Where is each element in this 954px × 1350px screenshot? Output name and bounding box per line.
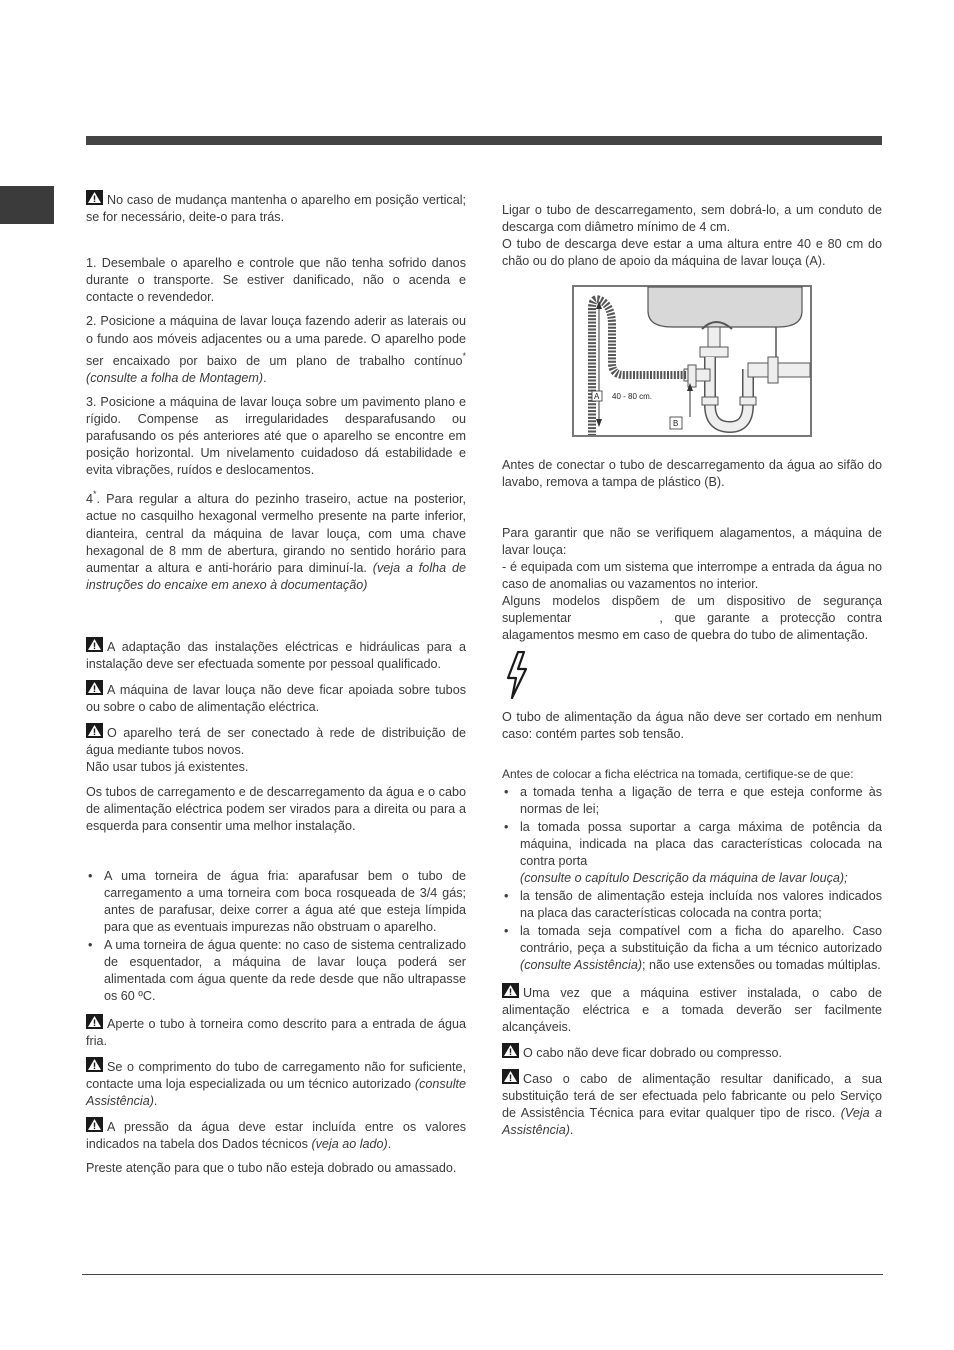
warning-icon xyxy=(502,1043,519,1058)
flood-device-text: , que garante a protecção contra alagamentos mesmo em caso de quebra do tubo de alimentação. xyxy=(502,611,882,643)
drain-hose-figure xyxy=(572,285,812,437)
punctuation: . xyxy=(387,1137,392,1152)
warning-cable-damaged xyxy=(502,1069,882,1139)
footer-rule xyxy=(82,1274,883,1275)
list-item xyxy=(502,923,882,974)
step-2 xyxy=(86,313,466,386)
warning-text: Não usar tubos já existentes. xyxy=(86,760,249,775)
side-tab-marker xyxy=(0,186,54,224)
list-item-text: la tomada possa suportar a carga máxima de potência da máquina, indicada na placa das características colocada na contra porta xyxy=(520,819,882,868)
warning-cable-bent xyxy=(502,1043,882,1062)
warning-icon xyxy=(502,983,519,998)
warning-text: O aparelho terá de ser conectado à rede de distribuição de água mediante tubos novos. xyxy=(86,726,466,758)
asterisk: * xyxy=(462,350,466,361)
header-rule xyxy=(86,136,882,145)
list-item-reference: (consulte o capítulo Descrição da máquina de lavar louça); xyxy=(520,870,848,885)
warning-reference: (veja ao lado) xyxy=(311,1137,388,1152)
warning-text: A pressão da água deve estar incluída entre os valores indicados na tabela dos Dados técnicos xyxy=(86,1120,466,1152)
warning-new-tubes xyxy=(86,723,466,776)
figure-caption: Antes de conectar o tubo de descarregamento da água ao sifão do lavabo, remova a tampa de plástico (B). xyxy=(502,458,882,490)
list-item: • a tomada tenha a ligação de terra e que esteja conforme às normas de lei; xyxy=(502,784,882,818)
warning-text: Uma vez que a máquina estiver instalada, o cabo de alimentação eléctrica e a tomada deverão ser facilmente alcançáveis. xyxy=(502,985,882,1034)
moving-note xyxy=(86,190,466,226)
warning-pipes xyxy=(86,680,466,716)
asterisk: * xyxy=(93,489,97,500)
plug-intro: Antes de colocar a ficha eléctrica na tomada, certifique-se de que: xyxy=(502,767,854,782)
punctuation: . xyxy=(569,1123,574,1138)
list-item: • la tensão de alimentação esteja incluída nos valores indicados na placa das características colocada na contra porta; xyxy=(502,888,882,922)
warning-tighten xyxy=(86,1014,466,1050)
step-2-reference: (consulte a folha de Montagem) xyxy=(86,370,264,385)
drain-height: O tubo de descarga deve estar a uma altura entre 40 e 80 cm do chão ou do plano de apoio da máquina de lavar louça (A). xyxy=(502,237,882,269)
moving-note-text: No caso de mudança mantenha o aparelho em posição vertical; se for necessário, deite-o para trás. xyxy=(86,193,466,225)
step-4-number: 4 xyxy=(86,492,94,507)
left-column xyxy=(86,190,466,1184)
warning-accessible xyxy=(502,983,882,1036)
flood-device-text: Alguns modelos dispõem de um dispositivo de segurança suplementar xyxy=(502,593,882,626)
warning-reference: (consulte Assistência) xyxy=(86,1076,467,1108)
warning-qualified xyxy=(86,637,466,673)
warning-icon xyxy=(86,1014,103,1029)
height-range-label: 40 - 80 cm. xyxy=(612,392,653,402)
step-4 xyxy=(86,486,466,594)
warning-text: A máquina de lavar louça não deve ficar apoiada sobre tubos ou sobre o cabo de alimentação eléctrica. xyxy=(86,683,466,715)
tubes-note: Os tubos de carregamento e de descarregamento da água e o cabo de alimentação eléctrica podem ser virados para a direita ou para a esquerda para consentir uma melhor instalação. xyxy=(86,784,466,833)
warning-reference: (Veja a Assistência) xyxy=(502,1106,883,1138)
drain-instruction: Ligar o tubo de descarregamento, sem dobrá-lo, a um conduto de descarga com diâmetro mínimo de 4 cm. xyxy=(502,203,882,235)
flood-intro: Para garantir que não se verifiquem alagamentos, a máquina de lavar louça: xyxy=(502,525,882,557)
list-item: • A uma torneira de água fria: aparafusar bem o tubo de carregamento a uma torneira com boca rosqueada de 3/4 gás; antes de parafusar, deixe correr a água até que esteja límpida para que as eventuais impurezas não obstruam o aparelho. xyxy=(86,868,466,936)
list-item xyxy=(502,819,882,887)
warning-icon xyxy=(86,1117,103,1132)
warning-icon xyxy=(86,190,103,205)
step-4-reference: (veja a folha de instruções do encaixe em anexo à documentação) xyxy=(86,560,466,592)
drain-hose-illustration xyxy=(572,285,812,437)
warning-text: Se o comprimento do tubo de carregamento não for suficiente, contacte uma loja especializada ou um técnico autorizado xyxy=(86,1059,466,1091)
warning-icon xyxy=(502,1069,519,1084)
step-2-text: 2. Posicione a máquina de lavar louça fazendo aderir as laterais ou o fundo aos móveis adjacentes ou a uma parede. O aparelho pode ser encaixado por baixo de um plano de trabalho contínuo xyxy=(86,314,466,368)
label-b: B xyxy=(673,419,679,429)
list-item-text: la tomada seja compatível com a ficha do aparelho. Caso contrário, peça a substituição da ficha a um técnico autorizado xyxy=(520,924,882,956)
list-item: • A uma torneira de água quente: no caso de sistema centralizado de esquentador, a máquina de lavar louça poderá ser alimentada com água quente da rede desde que não ultrapasse os 60 ºC. xyxy=(86,937,466,1005)
punctuation: . xyxy=(263,370,267,385)
tap-list xyxy=(86,868,466,1006)
warning-text: Caso o cabo de alimentação resultar danificado, a sua substituição terá de ser efectuada pelo fabricante ou pelo Serviço de Assistência Técnica para evitar qualquer tipo de risco. xyxy=(502,1071,882,1121)
right-column xyxy=(502,202,882,1146)
electric-hazard-icon xyxy=(504,651,530,699)
cut-warning: O tubo de alimentação da água não deve ser cortado em nenhum caso: contém partes sob tensão. xyxy=(502,710,882,742)
kink-note: Preste atenção para que o tubo não esteja dobrado ou amassado. xyxy=(86,1161,457,1176)
list-item-text: ; não use extensões ou tomadas múltiplas. xyxy=(642,958,881,973)
warning-icon xyxy=(86,723,103,738)
warning-length xyxy=(86,1057,466,1110)
warning-pressure xyxy=(86,1117,466,1153)
punctuation: . xyxy=(153,1093,158,1108)
label-a: A xyxy=(594,392,600,402)
step-3: 3. Posicione a máquina de lavar louça sobre um pavimento plano e rígido. Compense as irregularidades desparafusando ou parafusando os pés anteriores até que o aparelho se encontre em posição horizontal. Um nivelamento cuidadoso dá estabilidade e evita vibrações, ruídos e deslocamentos. xyxy=(86,394,466,478)
step-1: 1. Desembale o aparelho e controle que não tenha sofrido danos durante o transporte. Se estiver danificado, não o acenda e contacte o revendedor. xyxy=(86,256,466,305)
flood-system: - é equipada com um sistema que interrompe a entrada da água no caso de anomalias ou vazamentos no interior. xyxy=(502,559,882,591)
plug-checklist xyxy=(502,784,882,975)
list-item-reference: (consulte Assistência) xyxy=(520,958,643,973)
warning-text: A adaptação das instalações eléctricas e hidráulicas para a instalação deve ser efectuada somente por pessoal qualificado. xyxy=(86,639,466,671)
warning-icon xyxy=(86,1057,103,1072)
warning-icon xyxy=(86,637,103,652)
step-4-text: . Para regular a altura do pezinho traseiro, actue na posterior, actue no casquilho hexagonal vermelho presente na parte inferior, dianteira, central da máquina de lavar louça, com uma chave hexagonal de 8 mm de abertura, girando no sentido horário para aumentar a altura e anti-horário para diminuí-la. xyxy=(86,492,466,575)
warning-icon xyxy=(86,680,103,695)
warning-text: Aperte o tubo à torneira como descrito para a entrada de água fria. xyxy=(86,1016,466,1048)
warning-text: O cabo não deve ficar dobrado ou compresso. xyxy=(523,1045,783,1060)
flood-device xyxy=(502,593,882,644)
